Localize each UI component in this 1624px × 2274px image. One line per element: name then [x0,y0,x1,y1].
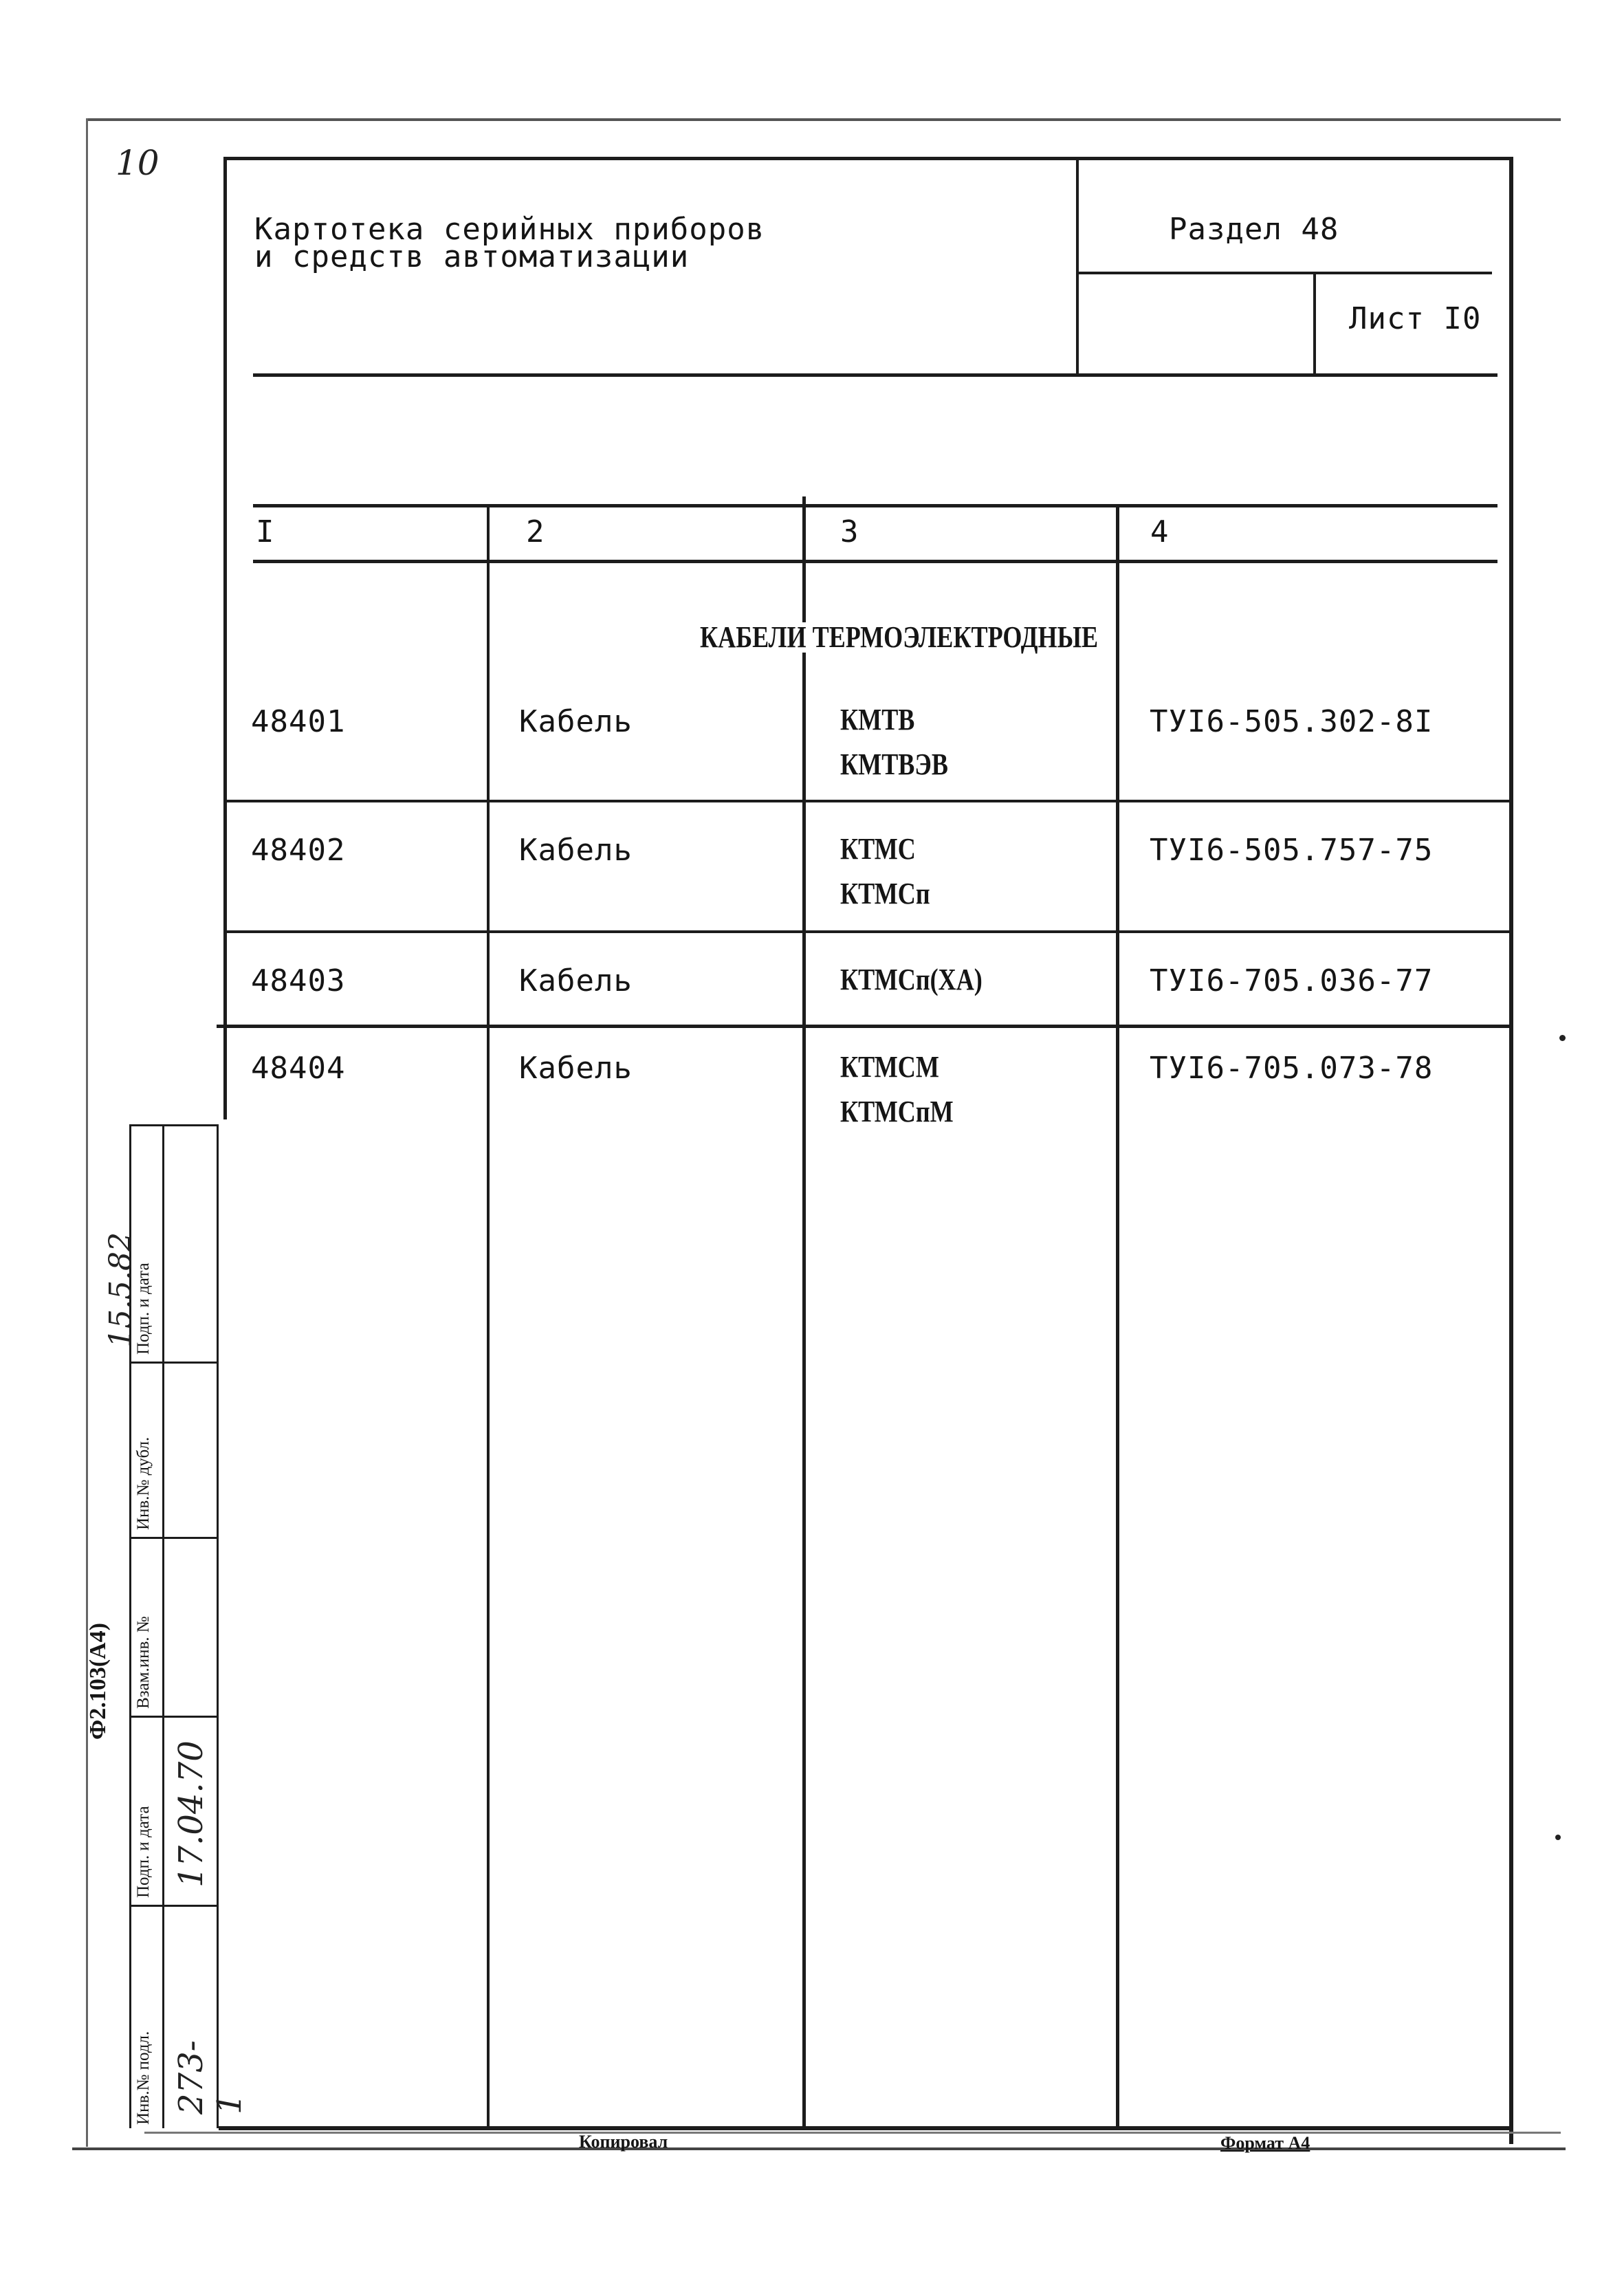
row1-brand-line2: КМТВЭВ [840,747,948,781]
group-title: КАБЕЛИ ТЕРМОЭЛЕКТРОДНЫЕ [700,620,1099,654]
row1-brand-line1: КМТВ [840,703,915,736]
row2-name: Кабель [519,833,633,868]
row3-name: Кабель [519,963,633,998]
stamp-label-sign-date-1: Подп. и дата [134,1806,153,1898]
footer-line [144,2132,1561,2134]
header-vertical-divider [1076,157,1079,375]
frame-top [86,118,1561,121]
row2-spec: ТУI6-505.757-75 [1150,833,1434,868]
column-divider-3 [1116,504,1119,2127]
border-bottom [219,2126,1513,2130]
column-header-1: I [256,514,275,549]
border-top [223,157,1513,160]
table-header-bottom [253,560,1497,563]
row2-code: 48402 [251,833,346,868]
row3-spec: ТУI6-705.036-77 [1150,963,1434,998]
scan-mark [1555,1835,1561,1840]
row3-code: 48403 [251,963,346,998]
row2-brand-line2: КТМСп [840,877,930,910]
row4-brand-line2: КТМСпМ [840,1095,954,1128]
scan-mark [1559,1035,1566,1041]
stamp-handwritten-date: 17.04.70 [172,1740,210,1888]
header-sheet-divider [1313,272,1316,375]
stamp-label-replace-inv: Взам.инв. № [134,1616,153,1709]
footer-format: Формат А4 [1220,2133,1310,2153]
header-section-divider [1076,272,1492,274]
row2-brand-line1: КТМС [840,832,916,866]
row3-bottom-line [217,1025,1513,1028]
page-number: 10 [116,143,160,183]
column-divider-1 [487,504,490,2127]
row1-name: Кабель [519,704,633,739]
footer-copied: Копировал [579,2132,668,2152]
row2-bottom-line [227,930,1513,933]
sheet-label: Лист I0 [1349,301,1482,336]
header-title-line2: и средств автоматизации [254,239,690,274]
row4-brand-line1: КТМСМ [840,1050,939,1084]
stamp-label-inv-original: Инв.№ подл. [134,2031,153,2125]
column-divider-2 [802,496,806,2128]
column-header-2: 2 [526,514,545,549]
table-header-top [253,504,1497,507]
row4-name: Кабель [519,1051,633,1086]
stamp-inv-number: 273-1 [172,2040,249,2114]
stamp-label-sign-date-2: Подп. и дата [134,1262,153,1355]
column-header-4: 4 [1150,514,1170,549]
row1-bottom-line [227,800,1513,802]
form-code: Ф2.103(А4) [85,1623,111,1740]
row4-code: 48404 [251,1051,346,1086]
row1-spec: ТУI6-505.302-8I [1150,704,1434,739]
frame-bottom [72,2147,1566,2150]
section-label: Раздел 48 [1169,212,1339,247]
header-bottom-line [253,373,1497,377]
header-title-line1: Картотека серийных приборов [254,212,765,247]
frame-left [86,118,88,2147]
column-header-3: 3 [840,514,859,549]
border-left [223,157,227,1119]
stamp-signature-date: 15.5.82 [103,1232,138,1348]
row3-brand-line1: КТМСп(ХА) [840,963,983,996]
border-right [1509,157,1513,2144]
row1-code: 48401 [251,704,346,739]
row4-spec: ТУI6-705.073-78 [1150,1051,1434,1086]
side-stamp [129,1124,249,2128]
stamp-label-inv-duplicate: Инв.№ дубл. [134,1436,153,1530]
